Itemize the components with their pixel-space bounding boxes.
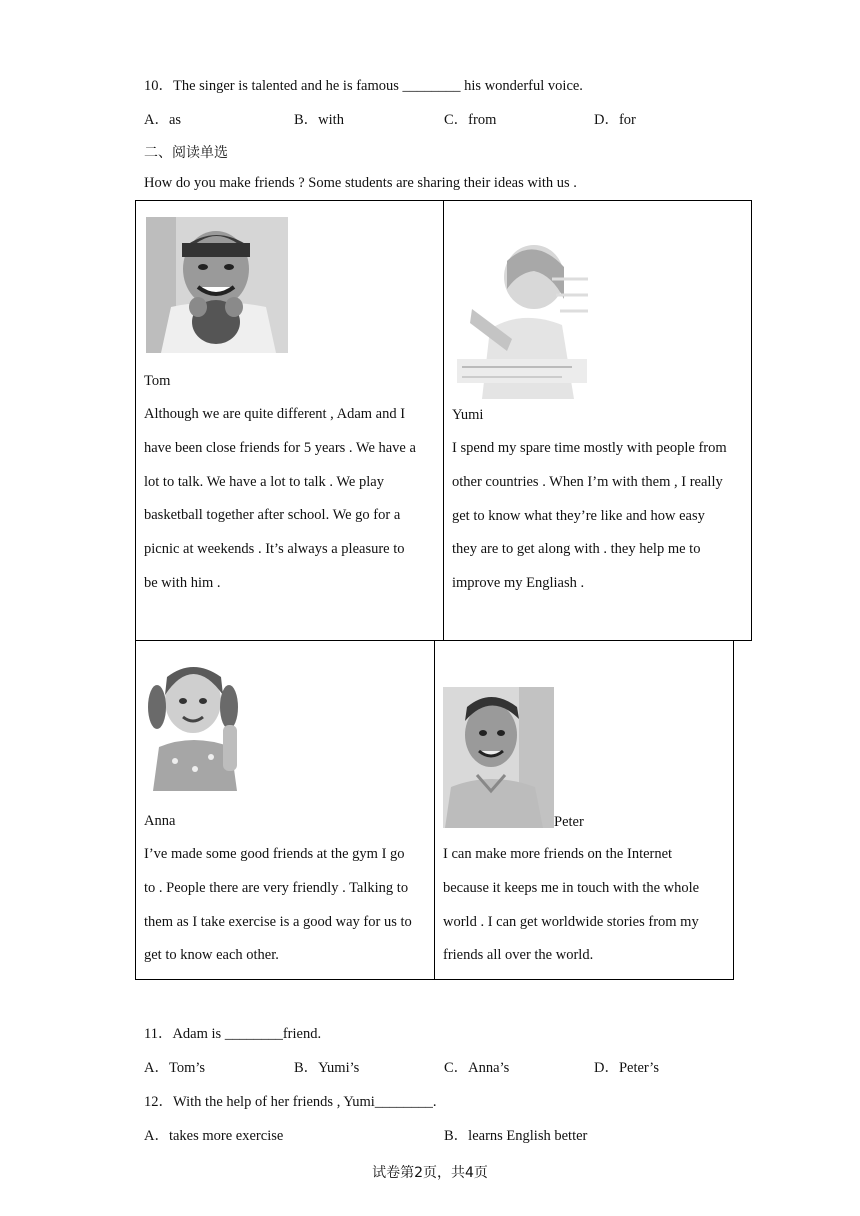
q11-option-a: A．Tom’s [144, 1060, 206, 1076]
anna-text [144, 838, 412, 973]
q12-option-b: B．learns English better [444, 1128, 588, 1144]
yumi-name: Yumi [452, 407, 484, 423]
reading-intro: How do you make friends ? Some students are sharing their ideas with us . [144, 175, 577, 191]
q10-option-b: B．with [294, 112, 344, 128]
yumi-line: other countries . When I’m with them , I really [452, 473, 723, 490]
anna-line: to . People there are very friendly . Talking to [144, 879, 409, 896]
yumi-line: they are to get along with . they help me to [452, 541, 701, 558]
tom-photo [146, 217, 288, 353]
section-title: 二、阅读单选 [144, 145, 228, 161]
q11-option-c: C．Anna’s [444, 1060, 510, 1076]
anna-photo [145, 655, 251, 791]
q10-option-c: C．from [444, 112, 497, 128]
yumi-line: get to know what they’re like and how easy [452, 507, 705, 524]
question-12-stem: 12．With the help of her friends , Yumi________. [144, 1094, 437, 1110]
anna-name: Anna [144, 813, 176, 829]
q11-option-d: D．Peter’s [594, 1060, 659, 1076]
anna-line: them as I take exercise is a good way for us to [144, 913, 412, 930]
peter-line: because it keeps me in touch with the whole [443, 879, 700, 896]
peter-line: world . I can get worldwide stories from my [443, 913, 699, 930]
anna-line: get to know each other. [144, 947, 279, 964]
tom-line: be with him . [144, 574, 221, 591]
peter-name: Peter [554, 814, 584, 830]
question-10-stem: 10．The singer is talented and he is famous ________ his wonderful voice. [144, 78, 583, 94]
yumi-photo [452, 239, 592, 399]
q11-option-b: B．Yumi’s [294, 1060, 360, 1076]
tom-text [144, 398, 416, 601]
peter-text [443, 838, 699, 973]
yumi-line: improve my Engliash . [452, 575, 585, 592]
question-11-stem: 11．Adam is ________friend. [144, 1026, 322, 1042]
anna-line: I’ve made some good friends at the gym I go [144, 846, 405, 862]
q10-option-d: D．for [594, 112, 636, 128]
yumi-line: I spend my spare time mostly with people from [452, 440, 727, 456]
page-footer: 试卷第2页，共4页 [372, 1165, 488, 1181]
yumi-text [452, 432, 727, 601]
peter-line: I can make more friends on the Internet [443, 846, 673, 862]
tom-line: have been close friends for 5 years . We have a [144, 439, 416, 456]
tom-line: Although we are quite different , Adam and I [144, 406, 406, 422]
peter-line: friends all over the world. [443, 947, 594, 964]
tom-line: basketball together after school. We go for a [144, 507, 401, 524]
tom-line: picnic at weekends . It’s always a pleasure to [144, 541, 405, 558]
q12-option-a: A．takes more exercise [144, 1128, 284, 1144]
tom-line: lot to talk. We have a lot to talk . We play [144, 473, 384, 490]
q10-option-a: A．as [144, 112, 182, 128]
tom-name: Tom [144, 373, 171, 389]
peter-photo [443, 687, 554, 828]
